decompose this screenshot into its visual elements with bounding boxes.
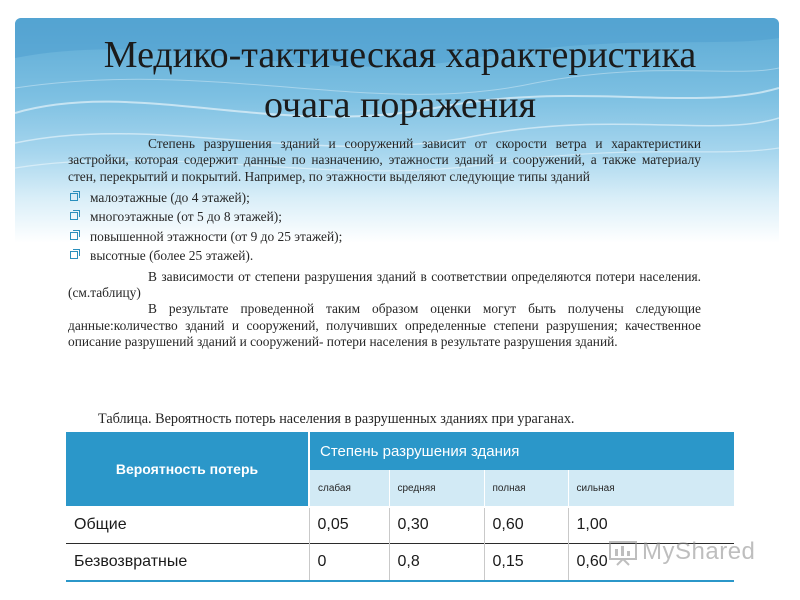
- presentation-screen-icon: [608, 540, 638, 566]
- list-item-text: повышенной этажности (от 9 до 25 этажей);: [90, 228, 343, 244]
- table-cell: 0,30: [389, 507, 484, 543]
- table-cell: 0,8: [389, 543, 484, 581]
- subheader-strong: сильная: [568, 470, 734, 507]
- subheader-complete: полная: [484, 470, 568, 507]
- checkbox-bullet-icon: [70, 193, 78, 201]
- watermark-text: MyShared: [642, 538, 756, 565]
- checkbox-bullet-icon: [70, 251, 78, 259]
- slide-title-line1: Медико-тактическая характеристика: [103, 34, 697, 76]
- paragraph-assessment-results: В результате проведенной таким образом оценки могут быть получены следующие данные:количество зданий и сооружений, получивших определенные степени разрушения; качественное описание разрушений зданий и сооружений- потери населения в результате разрушения зданий.: [68, 301, 701, 350]
- slide-title: [30, 30, 770, 130]
- subheader-weak: слабая: [309, 470, 389, 507]
- slide-title-line2: очага поражения: [264, 84, 536, 126]
- checkbox-bullet-icon: [70, 212, 78, 220]
- list-item-text: малоэтажные (до 4 этажей);: [90, 189, 250, 205]
- list-item: [68, 246, 701, 266]
- watermark: [608, 536, 778, 574]
- list-item: [68, 227, 701, 247]
- row-label: Общие: [66, 507, 309, 543]
- building-types-list: [68, 188, 701, 266]
- row-label: Безвозвратные: [66, 543, 309, 581]
- paragraph-building-damage: Степень разрушения зданий и сооружений зависит от скорости ветра и характеристики застройки, которая содержит данные по назначению, этажности зданий и сооружений, а также материалу стен, перекрытий и покрытий. Например, по этажности выделяют следующие типы зданий: [68, 136, 701, 184]
- header-loss-probability: Вероятность потерь: [66, 432, 309, 507]
- table-caption: Таблица. Вероятность потерь населения в разрушенных зданиях при ураганах.: [98, 411, 575, 427]
- table-cell: 0: [309, 543, 389, 581]
- table-cell: 0,05: [309, 507, 389, 543]
- checkbox-bullet-icon: [70, 232, 78, 240]
- body-text: [68, 136, 701, 350]
- list-item: [68, 188, 701, 208]
- header-damage-degree: Степень разрушения здания: [309, 432, 734, 470]
- list-item: [68, 207, 701, 227]
- table-cell: 1,00: [568, 507, 734, 543]
- table-cell: 0,60: [484, 507, 568, 543]
- paragraph-population-losses: В зависимости от степени разрушения зданий в соответствии определяются потери населения.(см.таблицу): [68, 268, 701, 301]
- table-cell: 0,60: [568, 543, 734, 581]
- subheader-medium: средняя: [389, 470, 484, 507]
- table-cell: 0,15: [484, 543, 568, 581]
- list-item-text: высотные (более 25 этажей).: [90, 248, 254, 264]
- list-item-text: многоэтажные (от 5 до 8 этажей);: [90, 209, 282, 225]
